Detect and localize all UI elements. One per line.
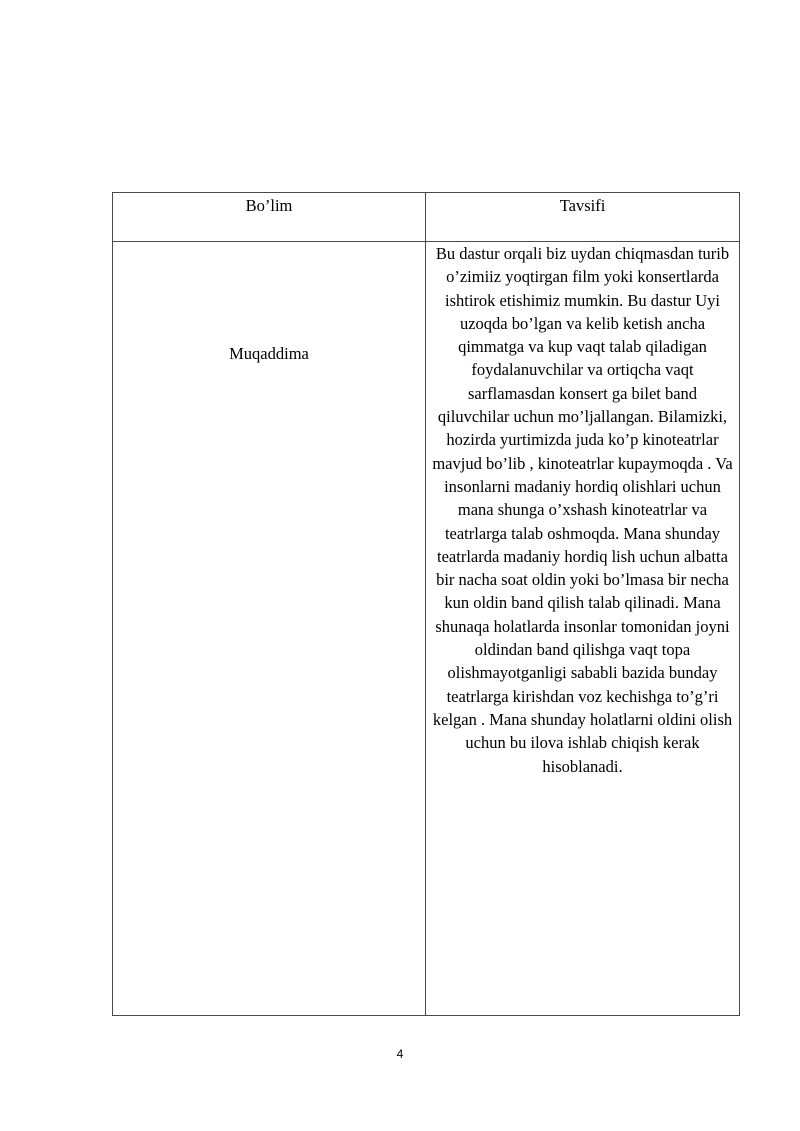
description-cell: Bu dastur orqali biz uydan chiqmasdan turib o’zimiiz yoqtirgan film yoki konsertlarda ishtirok etishimiz mumkin. Bu dastur Uyi uzoqda bo’lgan va kelib ketish ancha qimmatga va kup vaqt talab qiladigan foydalanuvchilar va ortiqcha vaqt sarflamasdan konsert ga bilet band qiluvchilar uchun mo’ljallangan. Bilamizki, hozirda yurtimizda juda ko’p kinoteatrlar mavjud bo’lib , kinoteatrlar kupaymoqda . Va insonlarni madaniy hordiq olishlari uchun mana shunga o’xshash kinoteatrlar va teatrlarga talab oshmoqda. Mana shunday teatrlarda madaniy hordiq lish uchun albatta bir nacha soat oldin yoki bo’lmasa bir necha kun oldin band qilish talab qilinadi. Mana shunaqa holatlarda insonlar tomonidan joyni oldindan band qilishga vaqt topa olishmayotganligi sababli bazida bunday teatrlarga kirishdan voz kechishga to’g’ri kelgan . Mana shunday holatlarni oldini olish uchun bu ilova ishlab chiqish kerak hisoblanadi.	[426, 242, 740, 1016]
header-description-cell: Tavsifi	[426, 193, 740, 242]
table-row	[113, 242, 740, 1016]
table-header-row	[113, 193, 740, 242]
section-cell: Muqaddima	[113, 242, 426, 1016]
page-number: 4	[396, 1047, 404, 1061]
content-table	[112, 192, 740, 1016]
header-section-cell: Bo’lim	[113, 193, 426, 242]
